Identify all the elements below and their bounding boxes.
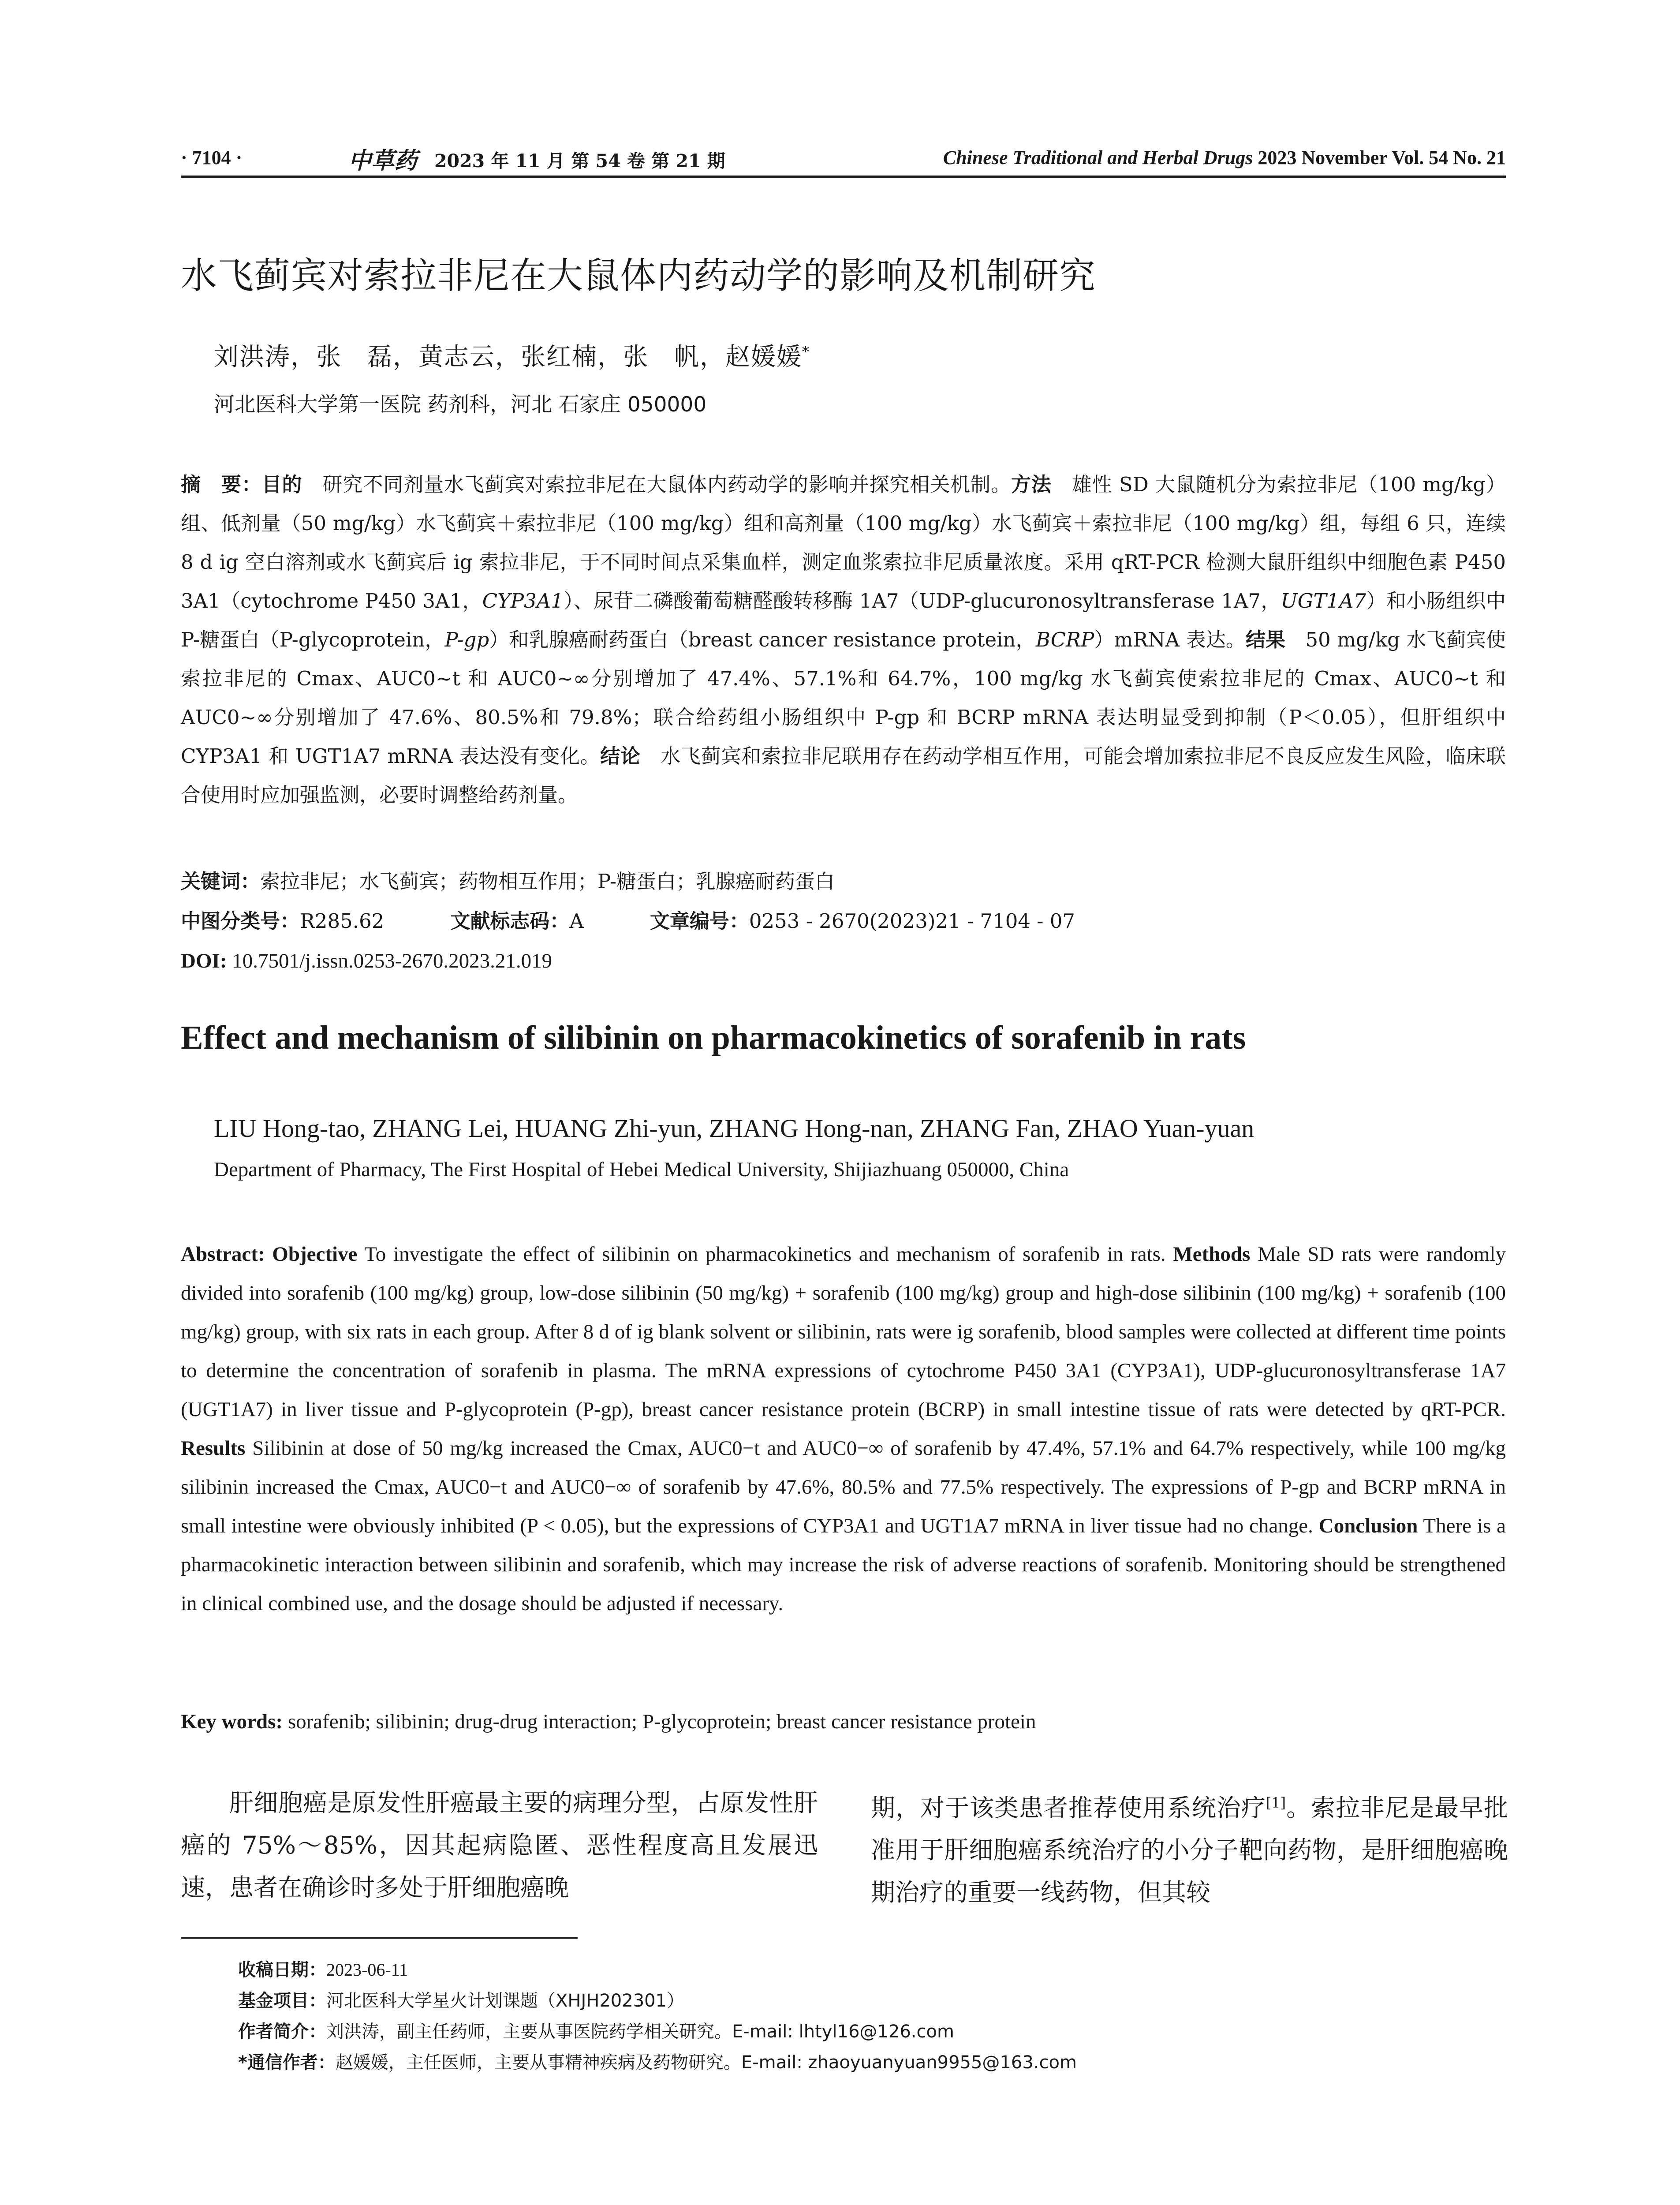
journal-en-name: Chinese Traditional and Herbal Drugs — [943, 147, 1253, 168]
running-header — [181, 137, 1506, 176]
en-conclusion-label: Conclusion — [1318, 1514, 1418, 1537]
article-no-value: 0253 - 2670(2023)21 - 7104 - 07 — [749, 909, 1075, 933]
body-text: 期，对于该类患者推荐使用系统治疗 — [871, 1794, 1266, 1822]
journal-en-issue: 2023 November Vol. 54 No. 21 — [1253, 147, 1506, 168]
author-bio-text: 刘洪涛，副主任药师，主要从事医院药学相关研究。E-mail: lhtyl16@126.com — [326, 2022, 954, 2042]
en-keywords-text: sorafenib; silibinin; drug-drug interaction; P-glycoprotein; breast cancer resistance protein — [283, 1710, 1036, 1733]
received-label: 收稿日期： — [238, 1960, 326, 1980]
cn-methods: ）和乳腺癌耐药蛋白（breast cancer resistance protein， — [489, 628, 1036, 651]
cn-methods-label: 方法 — [1011, 473, 1052, 496]
doc-code-value: A — [569, 909, 584, 933]
cn-gene-cyp3a1: CYP3A1 — [482, 589, 564, 613]
received-date: 2023-06-11 — [326, 1960, 408, 1980]
cn-keywords-label: 关键词： — [181, 870, 261, 893]
en-abstract — [181, 1235, 1506, 1623]
cn-keywords — [181, 862, 1506, 901]
page-number: · 7104 · — [181, 147, 243, 168]
doi-label: DOI: — [181, 949, 227, 972]
en-keywords-label: Key words: — [181, 1710, 283, 1733]
cn-title: 水飞蓟宾对索拉非尼在大鼠体内药动学的影响及机制研究 — [181, 255, 1096, 297]
cn-methods: ）和小肠组织中 P-糖蛋白（P-glycoprotein， — [181, 589, 1506, 651]
en-keywords — [181, 1702, 1506, 1741]
doc-code-label: 文献标志码： — [450, 909, 570, 933]
body-column-right — [871, 1782, 1508, 1913]
en-conclusion: There is a pharmacokinetic interaction between silibinin and sorafenib, which may increase the risk of adverse reactions of sorafenib. Monitoring should be strengthened in clinical combined use, and the dosage should be adjusted if necessary. — [181, 1514, 1506, 1615]
cn-conclusion-label: 结论 — [600, 744, 641, 768]
doi-value[interactable]: 10.7501/j.issn.0253-2670.2023.21.019 — [227, 949, 553, 972]
en-results-label: Results — [181, 1437, 246, 1460]
en-methods-label: Methods — [1173, 1243, 1251, 1266]
footnote-rule — [181, 1937, 578, 1939]
cn-classification — [181, 902, 1506, 941]
cn-abstract — [181, 465, 1506, 815]
clc-label: 中图分类号： — [181, 909, 300, 933]
cn-authors — [214, 337, 810, 373]
footnote-author — [238, 2018, 954, 2043]
fund-label: 基金项目： — [238, 1991, 326, 2011]
en-title: Effect and mechanism of silibinin on pharmacokinetics of sorafenib in rats — [181, 1019, 1246, 1056]
corresponding-text: 赵媛媛，主任医师，主要从事精神疾病及药物研究。E-mail: zhaoyuanyuan9955@163.com — [335, 2052, 1077, 2073]
header-rule — [181, 176, 1506, 178]
corresponding-label: *通信作者： — [238, 2052, 336, 2073]
cn-gene-ugt1a7: UGT1A7 — [1281, 589, 1366, 613]
cn-objective-label: 目的 — [261, 473, 302, 496]
cn-conclusion: 水飞蓟宾和索拉非尼联用存在药动学相互作用，可能会增加索拉非尼不良反应发生风险，临床联合使用时应加强监测，必要时调整给药剂量。 — [181, 744, 1506, 807]
article-no-label: 文章编号： — [650, 909, 749, 933]
cn-objective: 研究不同剂量水飞蓟宾对索拉非尼在大鼠体内药动学的影响并探究相关机制。 — [302, 473, 1011, 496]
footnote-corresponding — [238, 2048, 1077, 2074]
en-affiliation: Department of Pharmacy, The First Hospital of Hebei Medical University, Shijiazhuang 050000, China — [214, 1158, 1069, 1181]
en-methods: Male SD rats were randomly divided into sorafenib (100 mg/kg) group, low-dose silibinin (50 mg/kg) + sorafenib (100 mg/kg) group and high-dose silibinin (100 mg/kg) + sorafenib (100 mg/kg) group, with six rats in each group. After 8 d of ig blank solvent or silibinin, rats were ig sorafenib, blood samples were collected at different time points to determine the concentration of sorafenib in plasma. The mRNA expressions of cytochrome P450 3A1 (CYP3A1), UDP-glucuronosyltransferase 1A7 (UGT1A7) in liver tissue and P-glycoprotein (P-gp), breast cancer resistance protein (BCRP) in small intestine tissue of rats were detected by qRT-PCR. — [181, 1243, 1506, 1421]
citation-ref[interactable]: [1] — [1266, 1794, 1286, 1811]
author-bio-label: 作者简介： — [238, 2022, 326, 2042]
footnote-received — [238, 1956, 408, 1981]
body-column-left: 肝细胞癌是原发性肝癌最主要的病理分型，占原发性肝癌的 75%～85%，因其起病隐匿、恶性程度高且发展迅速，患者在确诊时多处于肝细胞癌晚 — [181, 1789, 818, 1902]
cn-gene-bcrp: BCRP — [1035, 628, 1094, 651]
en-objective: To investigate the effect of silibinin on pharmacokinetics and mechanism of sorafenib in rats. — [357, 1243, 1173, 1266]
issue-cn: 2023 年 11 月 第 54 卷 第 21 期 — [434, 150, 725, 172]
cn-methods: 雄性 SD 大鼠随机分为索拉非尼（100 mg/kg）组、低剂量（50 mg/kg）水飞蓟宾＋索拉非尼（100 mg/kg）组和高剂量（100 mg/kg）水飞蓟宾＋索拉非尼（100 mg/kg）组，每组 6 只，连续 8 d ig 空白溶剂或水飞蓟宾后 ig 索拉非尼，于不同时间点采集血样，测定血浆索拉非尼质量浓度。采用 qRT-PCR 检测大鼠肝组织中细胞色素 P450 3A1（cytochrome P450 3A1， — [181, 473, 1506, 613]
en-abstract-label: Abstract: Objective — [181, 1243, 358, 1266]
cn-keywords-text: 索拉非尼；水飞蓟宾；药物相互作用；P-糖蛋白；乳腺癌耐药蛋白 — [260, 870, 835, 893]
cn-results: 50 mg/kg 水飞蓟宾使索拉非尼的 Cmax、AUC0~t 和 AUC0~∞分别增加了 47.4%、57.1%和 64.7%，100 mg/kg 水飞蓟宾使索拉非尼的 Cmax、AUC0~t 和 AUC0~∞分别增加了 47.6%、80.5%和 79.8%；联合给药组小肠组织中 P-gp 和 BCRP mRNA 表达明显受到抑制（P＜0.05），但肝组织中 CYP3A1 和 UGT1A7 mRNA 表达没有变化。 — [181, 628, 1506, 768]
clc-value: R285.62 — [300, 909, 385, 933]
cn-gene-pgp: P-gp — [444, 628, 489, 651]
footnote-fund — [238, 1987, 684, 2012]
journal-en — [943, 146, 1506, 169]
body-text: 。索拉非尼是最早批准用于肝细胞癌系统治疗的小分子靶向药物，是肝细胞癌晚期治疗的重要一线药物，但其较 — [871, 1794, 1508, 1907]
en-authors: LIU Hong-tao, ZHANG Lei, HUANG Zhi-yun, ZHANG Hong-nan, ZHANG Fan, ZHAO Yuan-yuan — [214, 1114, 1254, 1143]
cn-methods: ）、尿苷二磷酸葡萄糖醛酸转移酶 1A7（UDP-glucuronosyltransferase 1A7， — [563, 589, 1281, 613]
corresponding-mark: * — [802, 343, 810, 360]
fund-text: 河北医科大学星火计划课题（XHJH202301） — [326, 1991, 685, 2011]
cn-abstract-label: 摘 要： — [181, 473, 262, 496]
journal-logo: 中草药 — [348, 147, 418, 174]
cn-results-label: 结果 — [1246, 628, 1286, 651]
cn-affiliation: 河北医科大学第一医院 药剂科，河北 石家庄 050000 — [214, 392, 707, 417]
cn-methods: ）mRNA 表达。 — [1094, 628, 1246, 651]
cn-author-list: 刘洪涛，张 磊，黄志云，张红楠，张 帆，赵媛媛 — [214, 343, 802, 371]
doi-line — [181, 942, 1506, 980]
en-results: Silibinin at dose of 50 mg/kg increased the Cmax, AUC0−t and AUC0−∞ of sorafenib by 47.4%, 57.1% and 64.7% respectively, while 100 mg/kg silibinin increased the Cmax, AUC0−t and AUC0−∞ of sorafenib by 47.6%, 80.5% and 77.5% respectively. The expressions of P-gp and BCRP mRNA in small intestine were obviously inhibited (P < 0.05), but the expressions of CYP3A1 and UGT1A7 mRNA in liver tissue had no change. — [181, 1437, 1506, 1537]
